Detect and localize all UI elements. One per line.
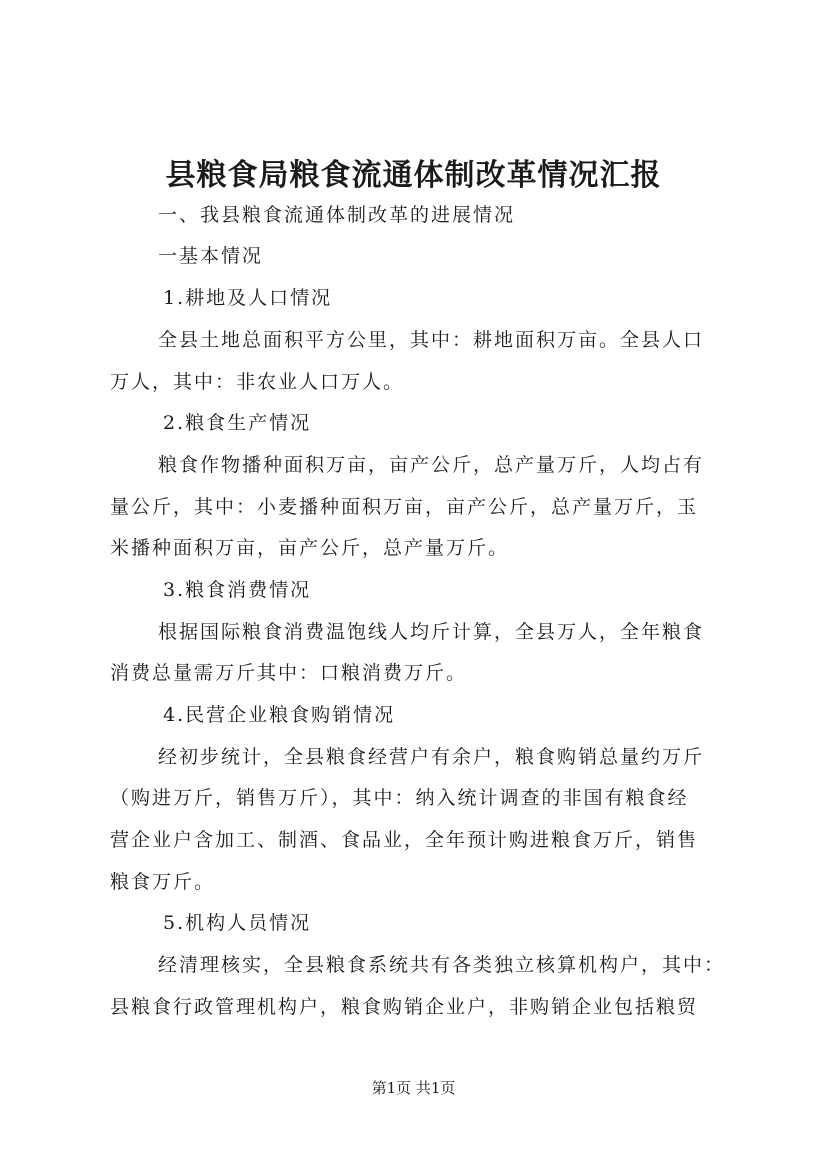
page-footer: 第1页 共1页	[371, 1079, 456, 1097]
paragraph-line: 量公斤，其中：小麦播种面积万亩，亩产公斤，总产量万斤，玉	[110, 496, 699, 518]
paragraph-line: 全县土地总面积平方公里，其中：耕地面积万亩。全县人口	[158, 329, 705, 351]
paragraph-line: （购进万斤，销售万斤），其中：纳入统计调查的非国有粮食经	[110, 787, 689, 809]
document-title: 县粮食局粮食流通体制改革情况汇报	[165, 158, 662, 193]
paragraph-line: 粮食万斤。	[110, 871, 216, 893]
paragraph-line: 万人，其中：非农业人口万人。	[110, 371, 405, 393]
paragraph-line: 营企业户含加工、制酒、食品业，全年预计购进粮食万斤，销售	[110, 829, 699, 851]
item-heading-5: 5.机构人员情况	[163, 912, 312, 934]
section-heading: 一、我县粮食流通体制改革的进展情况	[158, 204, 516, 226]
paragraph-line: 粮食作物播种面积万亩，亩产公斤，总产量万斤，人均占有	[158, 454, 705, 476]
paragraph-line: 经清理核实，全县粮食系统共有各类独立核算机构户，其中：	[158, 954, 726, 976]
item-heading-2: 2.粮食生产情况	[163, 412, 312, 434]
item-heading-1: 1.耕地及人口情况	[163, 287, 333, 309]
item-heading-4: 4.民营企业粮食购销情况	[163, 704, 396, 726]
paragraph-line: 消费总量需万斤其中：口粮消费万斤。	[110, 662, 468, 684]
paragraph-line: 米播种面积万亩，亩产公斤，总产量万斤。	[110, 537, 510, 559]
paragraph-line: 根据国际粮食消费温饱线人均斤计算，全县万人，全年粮食	[158, 621, 705, 643]
paragraph-line: 经初步统计，全县粮食经营户有余户，粮食购销总量约万斤	[158, 746, 705, 768]
subsection-heading: 一基本情况	[158, 245, 264, 267]
paragraph-line: 县粮食行政管理机构户，粮食购销企业户，非购销企业包括粮贸	[110, 996, 699, 1018]
item-heading-3: 3.粮食消费情况	[163, 579, 312, 601]
